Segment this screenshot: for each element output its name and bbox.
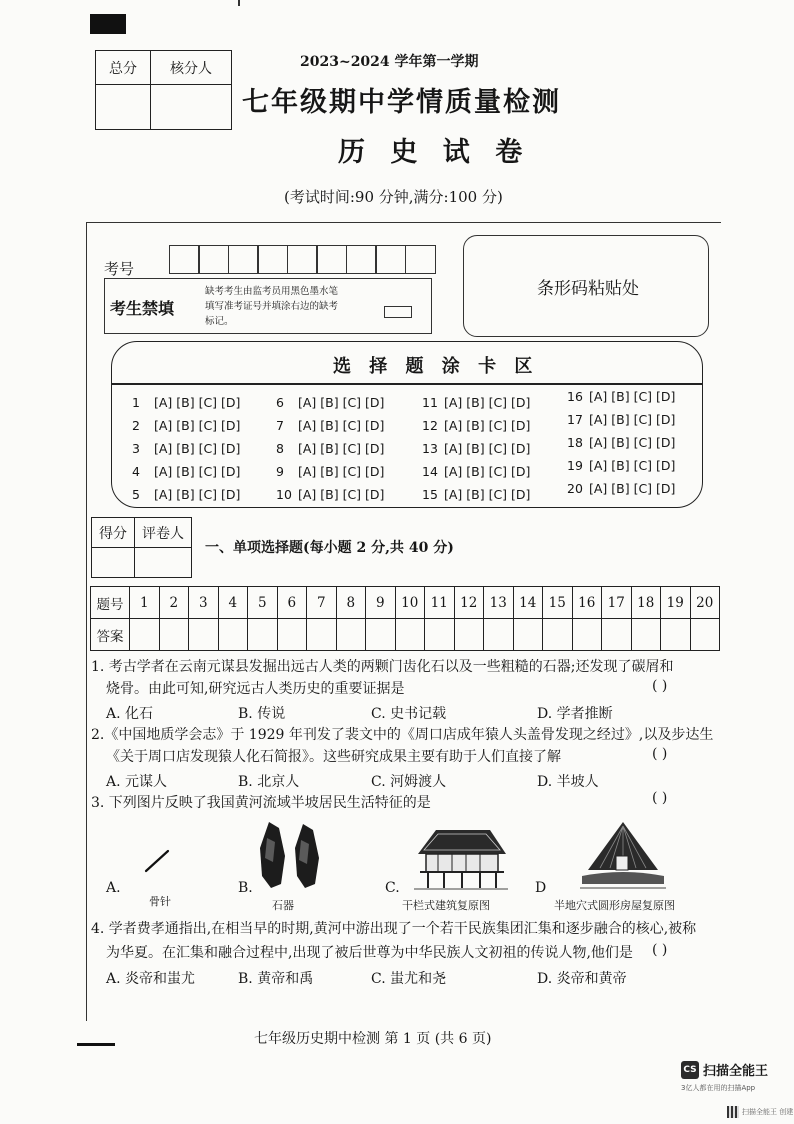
q2-option-b: B. 北京人 bbox=[238, 774, 300, 790]
answer-grid-cell[interactable] bbox=[661, 619, 691, 651]
answer-card-title: 选 择 题 涂 卡 区 bbox=[333, 356, 539, 377]
question-1-line2: 烧骨。由此可知,研究远古人类历史的重要证据是 bbox=[106, 681, 405, 697]
answer-card-row[interactable] bbox=[132, 414, 240, 437]
answer-card-question-number: 7 bbox=[276, 418, 284, 433]
answer-card-question-number: 15 bbox=[422, 487, 438, 502]
barcode-label: 条形码粘贴处 bbox=[537, 279, 639, 299]
answer-card-row[interactable] bbox=[567, 408, 675, 431]
answer-card-question-number: 5 bbox=[132, 487, 140, 502]
answer-grid-number: 9 bbox=[366, 587, 396, 619]
answer-card-row[interactable] bbox=[422, 414, 530, 437]
answer-card-bubbles[interactable]: [A] [B] [C] [D] bbox=[298, 487, 385, 502]
total-score-header: 总分 bbox=[96, 51, 151, 85]
answer-grid-number: 13 bbox=[484, 587, 514, 619]
question-2-answer-paren: ( ) bbox=[652, 746, 668, 762]
answer-card-bubbles[interactable]: [A] [B] [C] [D] bbox=[154, 464, 241, 479]
answer-grid-number: 4 bbox=[218, 587, 248, 619]
answer-card-question-number: 18 bbox=[567, 435, 583, 450]
answer-card-column bbox=[422, 391, 530, 506]
answer-card-bubbles[interactable]: [A] [B] [C] [D] bbox=[444, 441, 531, 456]
answer-card-bubbles[interactable]: [A] [B] [C] [D] bbox=[589, 389, 676, 404]
answer-card-row[interactable] bbox=[567, 385, 675, 408]
qr-code-icon bbox=[727, 1106, 739, 1118]
answer-grid-cell[interactable] bbox=[277, 619, 307, 651]
answer-grid-number-label: 题号 bbox=[91, 587, 130, 619]
answer-card-row[interactable] bbox=[132, 460, 240, 483]
answer-grid-number: 3 bbox=[189, 587, 219, 619]
answer-grid-cell[interactable] bbox=[159, 619, 189, 651]
q3-option-b: B. bbox=[238, 880, 253, 896]
answer-grid-number: 15 bbox=[543, 587, 573, 619]
answer-card-question-number: 4 bbox=[132, 464, 140, 479]
answer-card-bubbles[interactable]: [A] [B] [C] [D] bbox=[154, 441, 241, 456]
answer-grid-cell[interactable] bbox=[513, 619, 543, 651]
answer-grid-number: 16 bbox=[572, 587, 602, 619]
answer-card-question-number: 2 bbox=[132, 418, 140, 433]
q4-option-d: D. 炎帝和黄帝 bbox=[537, 971, 627, 987]
candidate-number-boxes[interactable] bbox=[170, 245, 436, 274]
answer-grid-cell[interactable] bbox=[307, 619, 337, 651]
q3-caption-a: 骨针 bbox=[149, 895, 171, 908]
school-year: 2023~2024 学年第一学期 bbox=[300, 54, 479, 70]
answer-card-column bbox=[276, 391, 384, 506]
answer-grid-number: 10 bbox=[395, 587, 425, 619]
answer-grid-cell[interactable] bbox=[336, 619, 366, 651]
answer-card-row[interactable] bbox=[276, 414, 384, 437]
answer-grid-cell[interactable] bbox=[543, 619, 573, 651]
question-3-answer-paren: ( ) bbox=[652, 790, 668, 806]
score-cell[interactable] bbox=[92, 548, 135, 578]
q1-option-b: B. 传说 bbox=[238, 706, 286, 722]
answer-card-bubbles[interactable]: [A] [B] [C] [D] bbox=[154, 418, 241, 433]
score-label: 得分 bbox=[92, 518, 135, 548]
answer-grid-number: 19 bbox=[661, 587, 691, 619]
answer-card-bubbles[interactable]: [A] [B] [C] [D] bbox=[298, 464, 385, 479]
q3-option-d: D bbox=[535, 880, 547, 896]
answer-card-bubbles[interactable]: [A] [B] [C] [D] bbox=[589, 458, 676, 473]
answer-card-row[interactable] bbox=[276, 437, 384, 460]
exam-info: (考试时间:90 分钟,满分:100 分) bbox=[284, 188, 503, 206]
answer-grid bbox=[90, 586, 720, 651]
answer-card-bubbles[interactable]: [A] [B] [C] [D] bbox=[154, 487, 241, 502]
answer-card-bubbles[interactable]: [A] [B] [C] [D] bbox=[154, 395, 241, 410]
answer-grid-cell[interactable] bbox=[572, 619, 602, 651]
answer-card-row[interactable] bbox=[276, 391, 384, 414]
q3-option-c: C. bbox=[385, 880, 400, 896]
answer-card-row[interactable] bbox=[567, 477, 675, 500]
q3-option-a: A. bbox=[106, 880, 121, 896]
answer-grid-number: 6 bbox=[277, 587, 307, 619]
q1-option-a: A. 化石 bbox=[106, 706, 154, 722]
answer-grid-cell[interactable] bbox=[395, 619, 425, 651]
watermark-tagline: 3亿人都在用的扫描App bbox=[681, 1084, 756, 1092]
answer-card-row[interactable] bbox=[276, 460, 384, 483]
answer-grid-cell[interactable] bbox=[631, 619, 661, 651]
answer-card-question-number: 20 bbox=[567, 481, 583, 496]
q3-caption-d: 半地穴式圆形房屋复原图 bbox=[554, 899, 675, 912]
answer-grid-number: 17 bbox=[602, 587, 632, 619]
answer-grid-number: 20 bbox=[690, 587, 720, 619]
answer-grid-number: 12 bbox=[454, 587, 484, 619]
answer-grid-number: 14 bbox=[513, 587, 543, 619]
q3-caption-b: 石器 bbox=[272, 899, 294, 912]
stilt-house-image bbox=[412, 826, 510, 892]
answer-card-row[interactable] bbox=[132, 391, 240, 414]
camscanner-logo-icon: CS bbox=[681, 1061, 699, 1079]
answer-card-bubbles[interactable]: [A] [B] [C] [D] bbox=[589, 412, 676, 427]
answer-card-question-number: 9 bbox=[276, 464, 284, 479]
answer-grid-answer-label: 答案 bbox=[91, 619, 130, 651]
answer-grid-number: 1 bbox=[130, 587, 160, 619]
answer-grid-cell[interactable] bbox=[248, 619, 278, 651]
answer-card-question-number: 3 bbox=[132, 441, 140, 456]
answer-grid-number: 11 bbox=[425, 587, 455, 619]
answer-card-bubbles[interactable]: [A] [B] [C] [D] bbox=[444, 487, 531, 502]
answer-grid-cell[interactable] bbox=[690, 619, 720, 651]
answer-grid-number: 7 bbox=[307, 587, 337, 619]
bone-needle-image bbox=[142, 848, 172, 874]
scanner-watermark bbox=[681, 1060, 768, 1079]
question-3-line1: 3. 下列图片反映了我国黄河流域半坡居民生活特征的是 bbox=[91, 795, 431, 811]
answer-grid-number: 8 bbox=[336, 587, 366, 619]
answer-grid-cell[interactable] bbox=[425, 619, 455, 651]
reviewer-cell[interactable] bbox=[135, 548, 192, 578]
answer-card-question-number: 8 bbox=[276, 441, 284, 456]
q2-option-c: C. 河姆渡人 bbox=[371, 774, 447, 790]
answer-grid-cell[interactable] bbox=[130, 619, 160, 651]
answer-card-bubbles[interactable]: [A] [B] [C] [D] bbox=[444, 395, 531, 410]
exam-title: 七年级期中学情质量检测 bbox=[242, 87, 561, 118]
answer-card-row[interactable] bbox=[132, 437, 240, 460]
answer-card-bubbles[interactable]: [A] [B] [C] [D] bbox=[444, 464, 531, 479]
footer-mark bbox=[77, 1043, 115, 1046]
section-title: 一、单项选择题(每小题 2 分,共 40 分) bbox=[205, 540, 454, 556]
q4-option-c: C. 蚩尤和尧 bbox=[371, 971, 447, 987]
question-1-line1: 1. 考古学者在云南元谋县发掘出远古人类的两颗门齿化石以及一些粗糙的石器;还发现了碳屑和 bbox=[91, 659, 674, 675]
page-footer: 七年级历史期中检测 第 1 页 (共 6 页) bbox=[254, 1031, 492, 1047]
answer-card-row[interactable] bbox=[276, 483, 384, 506]
watermark-name: 扫描全能王 bbox=[703, 1064, 769, 1079]
question-2-line1: 2.《中国地质学会志》于 1929 年刊发了裴文中的《周口店成年猿人头盖骨发现之经过》,以及步达生 bbox=[91, 727, 714, 743]
answer-card-row[interactable] bbox=[422, 391, 530, 414]
question-1-answer-paren: ( ) bbox=[652, 678, 668, 694]
subject-title: 历 史 试 卷 bbox=[338, 137, 531, 168]
reviewer-label: 评卷人 bbox=[135, 518, 192, 548]
restricted-area-instructions: 缺考考生由监考员用黑色墨水笔填写准考证号并填涂右边的缺考标记。 bbox=[205, 286, 339, 327]
answer-card-row[interactable] bbox=[422, 437, 530, 460]
q2-option-d: D. 半坡人 bbox=[537, 774, 599, 790]
stone-tools-image bbox=[255, 818, 327, 894]
answer-card-row[interactable] bbox=[567, 431, 675, 454]
q4-option-b: B. 黄帝和禹 bbox=[238, 971, 314, 987]
checker-header: 核分人 bbox=[151, 51, 232, 85]
registration-tick bbox=[238, 0, 240, 6]
registration-mark bbox=[90, 14, 126, 34]
answer-card-bubbles[interactable]: [A] [B] [C] [D] bbox=[298, 395, 385, 410]
answer-card-question-number: 14 bbox=[422, 464, 438, 479]
question-4-answer-paren: ( ) bbox=[652, 942, 668, 958]
question-4-line2: 为华夏。在汇集和融合过程中,出现了被后世尊为中华民族人文初祖的传说人物,他们是 bbox=[106, 945, 633, 961]
answer-card-row[interactable] bbox=[422, 460, 530, 483]
answer-grid-cell[interactable] bbox=[602, 619, 632, 651]
total-score-table bbox=[95, 50, 232, 130]
question-4-line1: 4. 学者费孝通指出,在相当早的时期,黄河中游出现了一个若干民族集团汇集和逐步融合的核心,被称 bbox=[91, 921, 697, 937]
answer-card-question-number: 17 bbox=[567, 412, 583, 427]
grader-table bbox=[91, 517, 192, 578]
answer-card-bubbles[interactable]: [A] [B] [C] [D] bbox=[589, 481, 676, 496]
answer-grid-cell[interactable] bbox=[484, 619, 514, 651]
answer-grid-number: 18 bbox=[631, 587, 661, 619]
answer-card-question-number: 11 bbox=[422, 395, 438, 410]
candidate-number-label: 考号 bbox=[104, 260, 135, 278]
answer-card-bubbles[interactable]: [A] [B] [C] [D] bbox=[298, 441, 385, 456]
q1-option-d: D. 学者推断 bbox=[537, 706, 613, 722]
answer-card-question-number: 16 bbox=[567, 389, 583, 404]
answer-card-row[interactable] bbox=[422, 483, 530, 506]
answer-grid-cell[interactable] bbox=[189, 619, 219, 651]
total-score-cell[interactable] bbox=[96, 85, 151, 130]
answer-card-question-number: 12 bbox=[422, 418, 438, 433]
answer-card-row[interactable] bbox=[132, 483, 240, 506]
answer-card-question-number: 10 bbox=[276, 487, 292, 502]
pit-house-image bbox=[580, 818, 666, 894]
answer-card-question-number: 6 bbox=[276, 395, 284, 410]
checker-cell[interactable] bbox=[151, 85, 232, 130]
answer-card-row[interactable] bbox=[567, 454, 675, 477]
watermark-qr-text: 扫描全能王 创建 bbox=[742, 1108, 794, 1116]
answer-card-column bbox=[567, 385, 675, 500]
answer-grid-cell[interactable] bbox=[454, 619, 484, 651]
q3-caption-c: 干栏式建筑复原图 bbox=[402, 899, 490, 912]
answer-grid-number: 2 bbox=[159, 587, 189, 619]
absent-mark-box[interactable] bbox=[384, 306, 412, 318]
answer-card-question-number: 13 bbox=[422, 441, 438, 456]
question-2-line2: 《关于周口店发现猿人化石简报》。这些研究成果主要有助于人们直接了解 bbox=[106, 749, 561, 765]
answer-card-question-number: 1 bbox=[132, 395, 140, 410]
answer-card-bubbles[interactable]: [A] [B] [C] [D] bbox=[298, 418, 385, 433]
restricted-area-label: 考生禁填 bbox=[110, 299, 175, 318]
answer-card-column bbox=[132, 391, 240, 506]
q2-option-a: A. 元谋人 bbox=[106, 774, 168, 790]
q4-option-a: A. 炎帝和蚩尤 bbox=[106, 971, 196, 987]
answer-grid-cell[interactable] bbox=[366, 619, 396, 651]
answer-grid-cell[interactable] bbox=[218, 619, 248, 651]
answer-grid-number: 5 bbox=[248, 587, 278, 619]
answer-card-bubbles[interactable]: [A] [B] [C] [D] bbox=[589, 435, 676, 450]
answer-card-bubbles[interactable]: [A] [B] [C] [D] bbox=[444, 418, 531, 433]
answer-card-question-number: 19 bbox=[567, 458, 583, 473]
q1-option-c: C. 史书记载 bbox=[371, 706, 447, 722]
